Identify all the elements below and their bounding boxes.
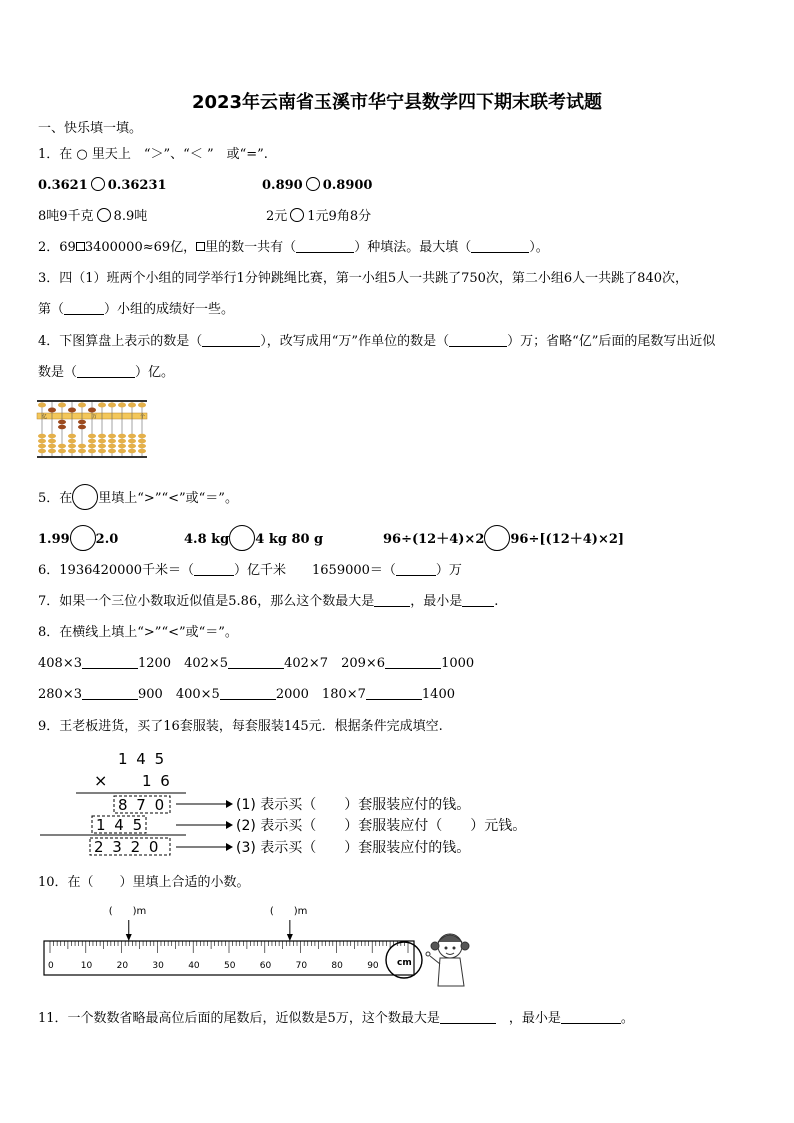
- abacus-bead: [98, 444, 106, 449]
- ruler-label: 60: [259, 961, 272, 971]
- q1-row2-left: [38, 208, 147, 225]
- q1-d-right: 1元9角8分: [307, 209, 372, 224]
- answer-blank[interactable]: [471, 240, 529, 253]
- q8-row1: 408×3 1200 402×5 402×7 209×6 1000: [38, 656, 475, 671]
- abacus-bead: [128, 403, 136, 408]
- abacus-bead: [108, 439, 116, 444]
- q5-c: 96÷(12＋4)×2 96÷[(12＋4)×2]: [383, 525, 624, 551]
- q1-row1-left: [38, 177, 167, 194]
- abacus-bead: [68, 408, 76, 413]
- q8-row2: 280×3 900 400×5 2000 180×7 1400: [38, 687, 455, 702]
- partial-product-1: 8 7 0: [118, 796, 167, 814]
- abacus-bead: [88, 434, 96, 439]
- q4-line2: 数是（ ）亿。: [38, 365, 175, 380]
- abacus-bead: [48, 439, 56, 444]
- abacus-bead: [98, 439, 106, 444]
- abacus-bead: [88, 449, 96, 454]
- q6: 6．1936420000千米＝（ ）亿千米 1659000＝（ ）万: [38, 563, 462, 578]
- abacus-bead: [78, 425, 86, 430]
- abacus-bead: [98, 403, 106, 408]
- note-2: (2) 表示买（ ）套服装应付（ ）元钱。: [236, 818, 527, 834]
- ruler-label: 40: [188, 961, 200, 971]
- abacus-bead: [58, 425, 66, 430]
- answer-blank[interactable]: [374, 594, 410, 607]
- multiplication-figure: [36, 746, 616, 862]
- abacus-bead: [138, 403, 146, 408]
- abacus-bead: [38, 449, 46, 454]
- multiplier: 1 6: [142, 772, 172, 790]
- answer-blank[interactable]: [202, 334, 260, 347]
- q8-stem: 8．在横线上填上“>”“<”或“＝”。: [38, 625, 238, 640]
- abacus-bead: [118, 403, 126, 408]
- section-heading: 一、快乐填一填。: [38, 121, 143, 136]
- abacus-bead: [78, 449, 86, 454]
- abacus-bead: [68, 449, 76, 454]
- abacus-bead: [48, 434, 56, 439]
- q7: 7．如果一个三位小数取近似值是5.86，那么这个数最大是 ，最小是 .: [38, 594, 499, 609]
- q1-c-left: 8吨9千克: [38, 209, 94, 224]
- ruler-answer-label: ( )m: [269, 906, 308, 917]
- compare-circle[interactable]: [229, 525, 255, 551]
- abacus-bead: [88, 408, 96, 413]
- ruler-label: 10: [80, 961, 93, 971]
- q5-a: 1.99 2.0: [38, 525, 118, 551]
- q1-d-left: 2元: [266, 209, 288, 224]
- abacus-bead: [108, 434, 116, 439]
- note-1: (1) 表示买（ ）套服装应付的钱。: [236, 797, 471, 813]
- answer-blank[interactable]: [228, 656, 284, 669]
- abacus-bead: [48, 408, 56, 413]
- q9-stem: 9．王老板进货，买了16套服装，每套服装145元．根据条件完成填空.: [38, 719, 443, 734]
- abacus-bead: [118, 439, 126, 444]
- ruler-answer-label: ( )m: [108, 906, 147, 917]
- answer-blank[interactable]: [440, 1011, 496, 1024]
- q10-stem: 10．在（ ）里填上合适的小数。: [38, 875, 250, 890]
- abacus-bead: [38, 434, 46, 439]
- q4-line1: 4．下图算盘上表示的数是（ ），改写成用“万”作单位的数是（ ）万；省略“亿”后面的尾数写出近似: [38, 334, 716, 349]
- ruler-label: 30: [152, 961, 164, 971]
- q1-stem: 1．在 ○ 里天上 “＞”、“＜ ” 或“=”.: [38, 147, 268, 162]
- abacus-bead: [38, 439, 46, 444]
- q1-row1-right: [262, 177, 372, 194]
- abacus-bead: [78, 420, 86, 425]
- abacus-bead: [108, 403, 116, 408]
- abacus-label-ge: 个: [140, 414, 146, 420]
- compare-circle[interactable]: [97, 208, 111, 222]
- ruler-label: 0: [48, 961, 54, 971]
- q5-b: 4.8 kg 4 kg 80 g: [184, 525, 323, 551]
- abacus-bead: [68, 434, 76, 439]
- compare-circle[interactable]: [484, 525, 510, 551]
- abacus-bead: [58, 449, 66, 454]
- answer-blank[interactable]: [462, 594, 494, 607]
- answer-blank[interactable]: [561, 1011, 621, 1024]
- q1-b-left: 0.890: [262, 178, 303, 193]
- ruler-arrowhead: [287, 934, 293, 941]
- digit-box-ref: [196, 242, 205, 251]
- digit-box[interactable]: [76, 242, 85, 251]
- page-title: 2023年云南省玉溪市华宁县数学四下期末联考试题: [191, 92, 603, 113]
- multiplicand: 1 4 5: [118, 750, 167, 768]
- compare-circle[interactable]: [70, 525, 96, 551]
- abacus-bead: [48, 444, 56, 449]
- ruler-label: 90: [367, 961, 379, 971]
- abacus-bead: [128, 449, 136, 454]
- ruler-label: 70: [295, 961, 308, 971]
- compare-circle-ref: [72, 484, 98, 510]
- q11: 11．一个数数省略最高位后面的尾数后，近似数是5万，这个数最大是 ，最小是 。: [38, 1011, 634, 1026]
- abacus-bead: [118, 434, 126, 439]
- note-3: (3) 表示买（ ）套服装应付的钱。: [236, 840, 471, 856]
- abacus-bead: [128, 434, 136, 439]
- answer-blank[interactable]: [64, 302, 104, 315]
- q1-row2-right: [266, 208, 371, 225]
- abacus-bead: [48, 449, 56, 454]
- answer-blank[interactable]: [220, 687, 276, 700]
- abacus-bead: [98, 434, 106, 439]
- abacus-bead: [138, 434, 146, 439]
- abacus-label-wan: 万: [92, 414, 98, 420]
- answer-blank[interactable]: [296, 240, 354, 253]
- abacus-bead: [88, 439, 96, 444]
- abacus-bead: [78, 444, 86, 449]
- abacus-bead: [58, 420, 66, 425]
- abacus-bead: [38, 403, 46, 408]
- ruler-label: 50: [224, 961, 236, 971]
- abacus-bead: [38, 444, 46, 449]
- abacus-bead: [108, 444, 116, 449]
- compare-circle[interactable]: [306, 177, 320, 191]
- abacus-bead: [138, 444, 146, 449]
- q1-a-right: 0.36231: [107, 178, 167, 193]
- abacus-bead: [58, 403, 66, 408]
- abacus-bead: [88, 444, 96, 449]
- abacus-bead: [138, 449, 146, 454]
- abacus-bead: [58, 444, 66, 449]
- abacus-bead: [68, 439, 76, 444]
- q5-stem: 5．在 里填上“>”“<”或“＝”。: [38, 484, 238, 510]
- q2: 2．69 3400000≈69亿， 里的数一共有（ ）种填法。最大填（ ）。: [38, 240, 549, 255]
- answer-blank[interactable]: [82, 687, 138, 700]
- abacus-bead: [78, 403, 86, 408]
- ruler-unit: cm: [397, 958, 412, 968]
- compare-circle[interactable]: [91, 177, 105, 191]
- product-result: 2 3 2 0: [94, 838, 161, 856]
- answer-blank[interactable]: [194, 563, 234, 576]
- answer-blank[interactable]: [396, 563, 436, 576]
- q1-a-left: 0.3621: [38, 178, 88, 193]
- abacus-bead: [128, 444, 136, 449]
- ruler-label: 80: [331, 961, 343, 971]
- girl-cartoon: [426, 934, 469, 986]
- ruler-arrowhead: [126, 934, 132, 941]
- abacus-bead: [68, 444, 76, 449]
- abacus-figure: [36, 399, 148, 459]
- abacus-bead: [138, 439, 146, 444]
- abacus-bead: [118, 444, 126, 449]
- abacus-bead: [98, 449, 106, 454]
- q3-line2: 第（ ）小组的成绩好一些。: [38, 302, 235, 317]
- abacus-bead: [128, 439, 136, 444]
- answer-blank[interactable]: [77, 365, 135, 378]
- answer-blank[interactable]: [366, 687, 422, 700]
- abacus-bead: [108, 449, 116, 454]
- partial-product-2: 1 4 5: [96, 816, 145, 834]
- answer-blank[interactable]: [385, 656, 441, 669]
- ruler-figure: [38, 902, 478, 994]
- ruler-label: 20: [116, 961, 129, 971]
- q3-line1: 3．四（1）班两个小组的同学举行1分钟跳绳比赛，第一小组5人一共跳了750次，第二小组6人一共跳了840次，: [38, 271, 688, 286]
- q1-b-right: 0.8900: [322, 178, 373, 193]
- q1-c-right: 8.9吨: [113, 209, 148, 224]
- abacus-bead: [118, 449, 126, 454]
- answer-blank[interactable]: [82, 656, 138, 669]
- answer-blank[interactable]: [449, 334, 507, 347]
- abacus-label-yi: 亿: [42, 414, 48, 420]
- times-sign: ×: [94, 771, 108, 790]
- compare-circle[interactable]: [290, 208, 304, 222]
